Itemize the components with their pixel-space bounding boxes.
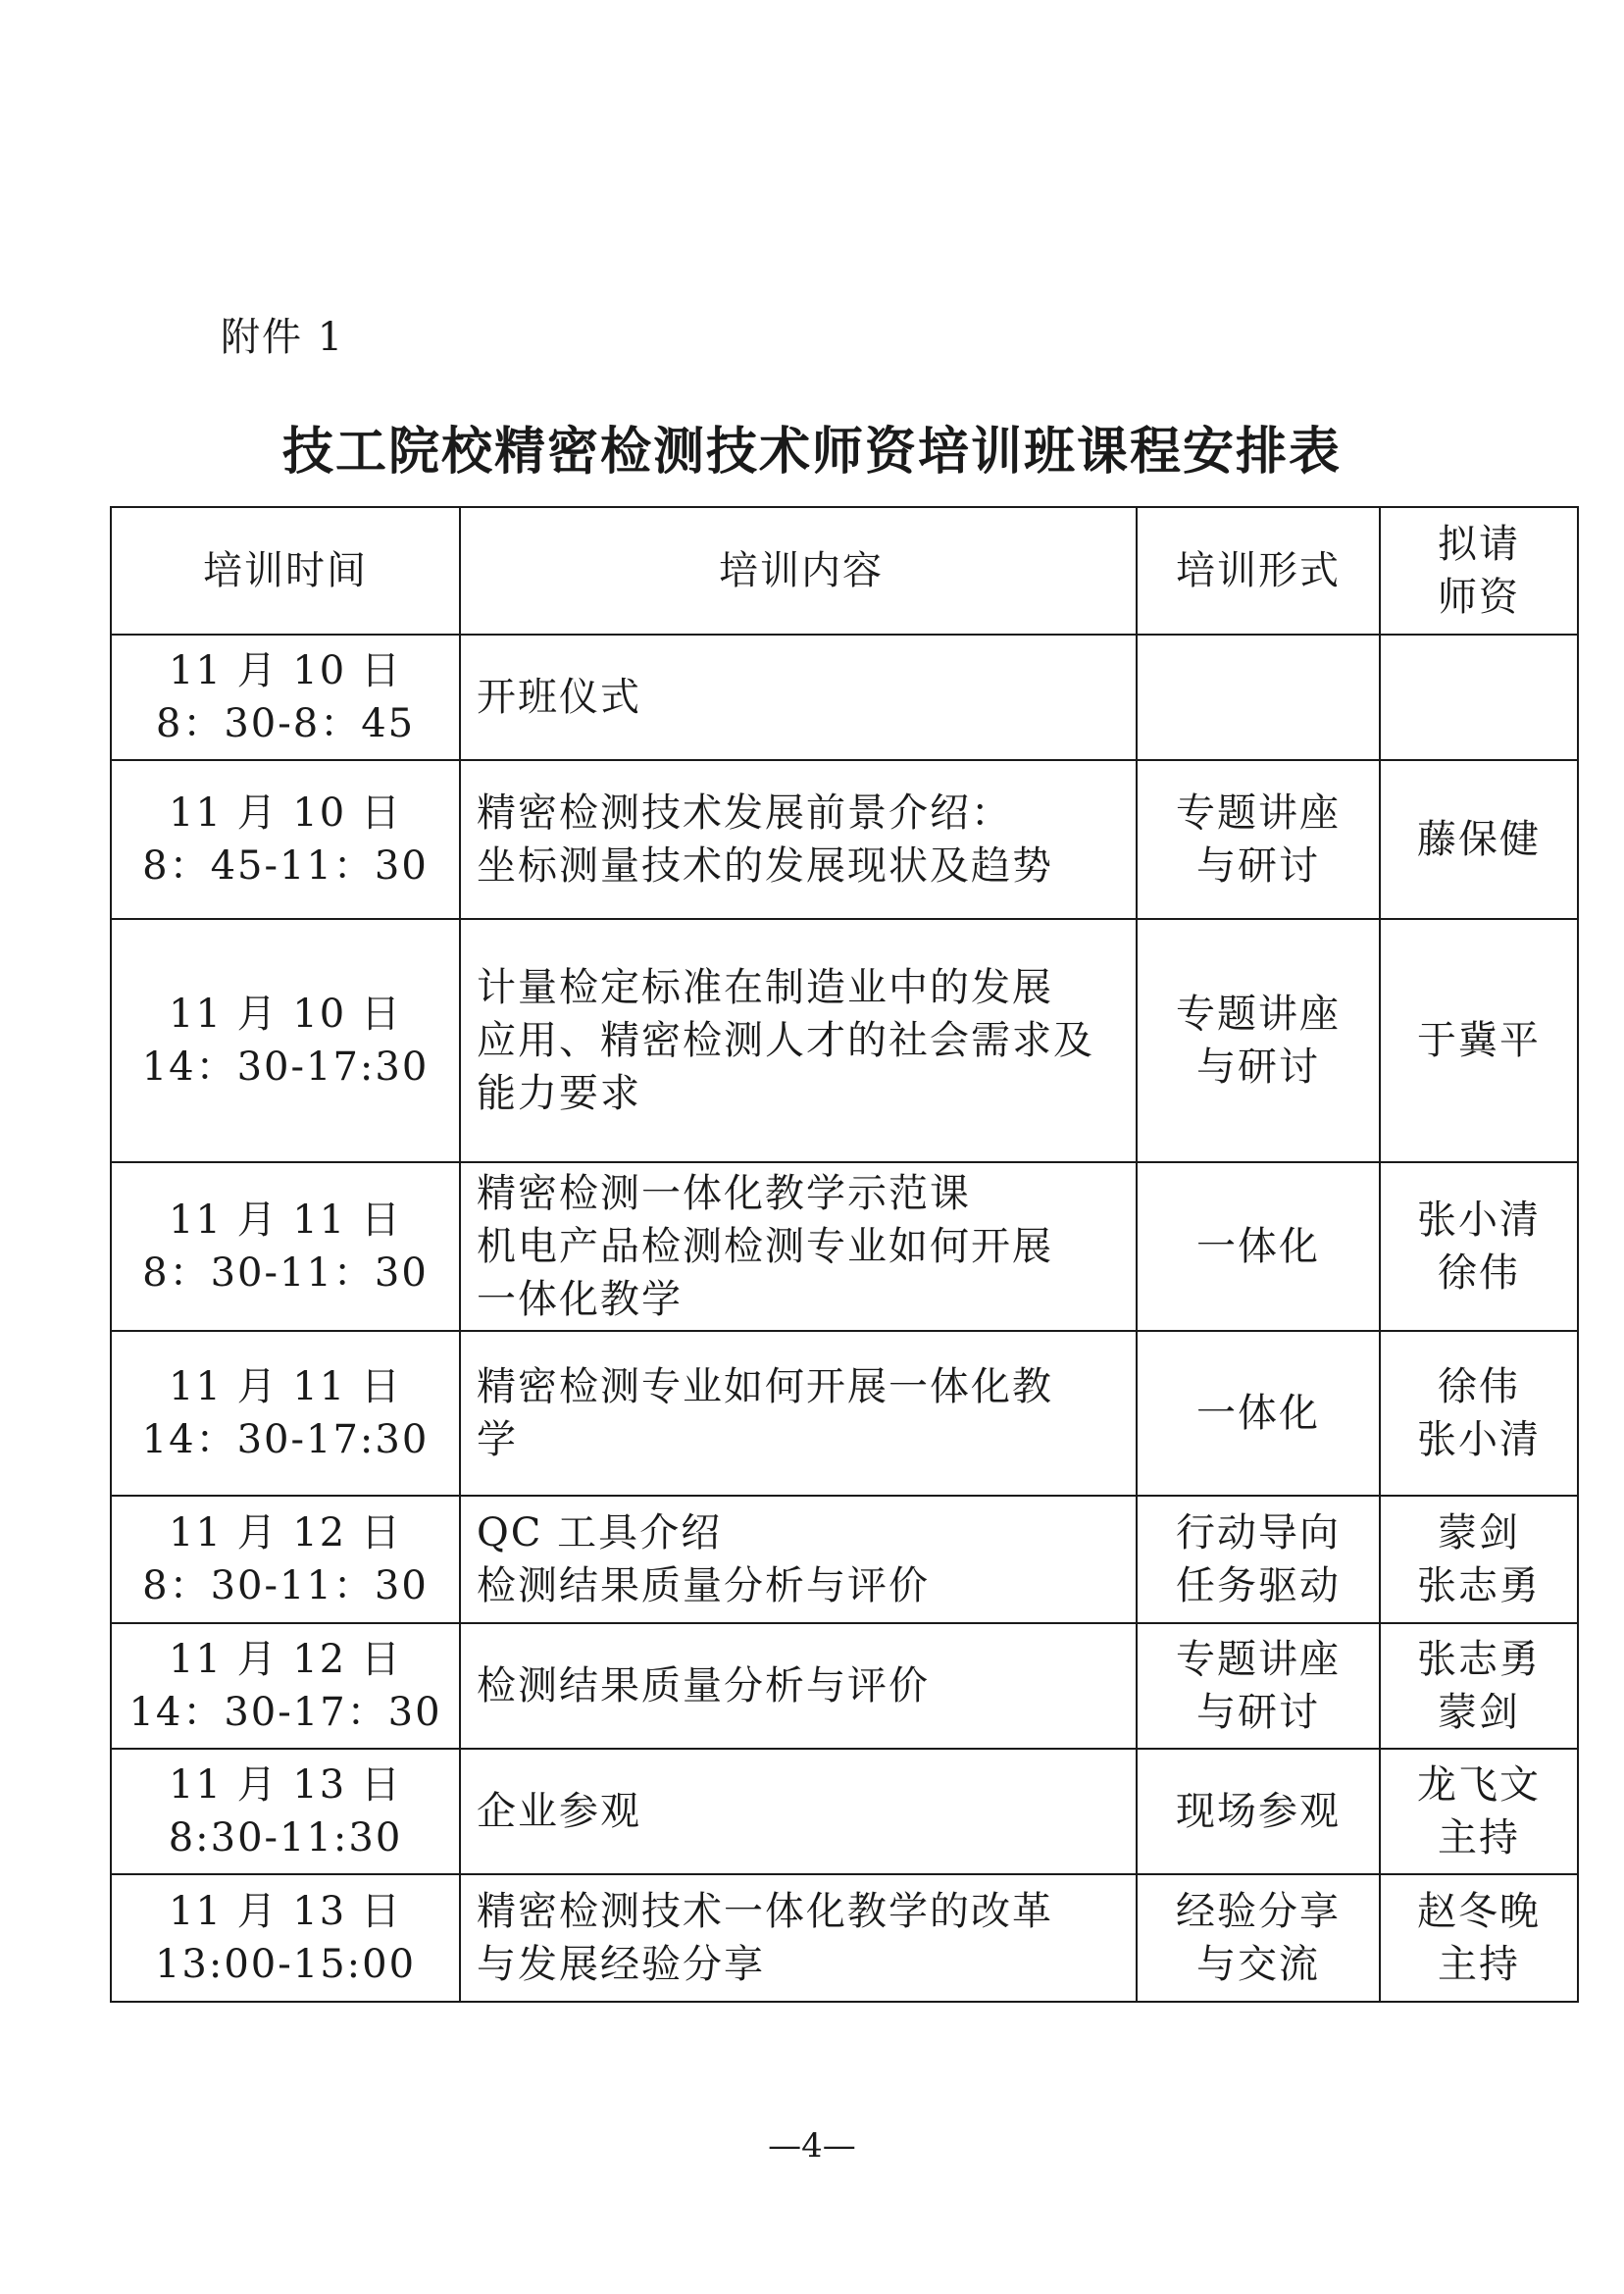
cell-content xyxy=(460,1331,1137,1496)
cell-time-line: 14：30-17：30 xyxy=(128,1690,442,1735)
cell-teacher-line: 主持 xyxy=(1438,1815,1520,1861)
cell-teacher-line: 蒙剑 xyxy=(1438,1690,1520,1735)
cell-time-line: 11 月 11 日 xyxy=(169,1364,402,1409)
cell-teacher-line: 张志勇 xyxy=(1417,1637,1541,1682)
table-row xyxy=(111,1749,1578,1874)
cell-form xyxy=(1137,1874,1380,2002)
cell-time-line: 8：30-11：30 xyxy=(142,1563,429,1608)
cell-teacher-line: 龙飞文 xyxy=(1417,1762,1541,1808)
cell-content-line: 计量检定标准在制造业中的发展 xyxy=(477,965,1053,1010)
cell-form-line: 与研讨 xyxy=(1196,843,1320,889)
cell-content-line: QC 工具介绍 xyxy=(477,1510,723,1555)
attachment-label: 附件 1 xyxy=(221,315,345,360)
cell-teacher-line: 张小清 xyxy=(1417,1198,1541,1243)
table-row xyxy=(111,1162,1578,1331)
cell-teacher-line: 主持 xyxy=(1438,1942,1520,1987)
cell-form xyxy=(1137,1331,1380,1496)
cell-content-line: 一体化教学 xyxy=(477,1277,683,1322)
document-title: 技工院校精密检测技术师资培训班课程安排表 xyxy=(281,422,1342,482)
table-row xyxy=(111,760,1578,919)
cell-teacher-line: 于冀平 xyxy=(1417,1018,1541,1063)
cell-content xyxy=(460,1749,1137,1874)
cell-time-line: 14：30-17:30 xyxy=(141,1417,430,1462)
cell-content-line: 开班仪式 xyxy=(477,675,641,720)
cell-content-line: 精密检测一体化教学示范课 xyxy=(477,1171,971,1216)
cell-content xyxy=(460,1496,1137,1623)
cell-form-line: 一体化 xyxy=(1196,1224,1320,1269)
cell-teacher xyxy=(1380,1749,1578,1874)
cell-time-line: 8：30-11：30 xyxy=(142,1250,429,1296)
cell-time-line: 11 月 13 日 xyxy=(169,1889,402,1934)
table-row xyxy=(111,635,1578,760)
cell-teacher-line: 藤保健 xyxy=(1417,817,1541,862)
table-row xyxy=(111,1874,1578,2002)
cell-time-line: 11 月 12 日 xyxy=(169,1637,402,1682)
cell-form-line: 与研讨 xyxy=(1196,1690,1320,1735)
cell-content-line: 精密检测技术一体化教学的改革 xyxy=(477,1889,1053,1934)
cell-time xyxy=(111,1331,460,1496)
cell-form xyxy=(1137,1749,1380,1874)
cell-content-line: 机电产品检测检测专业如何开展 xyxy=(477,1224,1053,1269)
cell-content-line: 企业参观 xyxy=(477,1789,641,1834)
cell-time xyxy=(111,1874,460,2002)
cell-content xyxy=(460,919,1137,1162)
cell-teacher xyxy=(1380,1162,1578,1331)
cell-time xyxy=(111,919,460,1162)
cell-content-line: 精密检测技术发展前景介绍： xyxy=(477,790,1012,836)
cell-teacher xyxy=(1380,1496,1578,1623)
cell-time xyxy=(111,760,460,919)
cell-teacher-line: 徐伟 xyxy=(1438,1250,1520,1296)
cell-form-line: 行动导向 xyxy=(1176,1510,1341,1555)
cell-time-line: 11 月 10 日 xyxy=(169,790,402,836)
cell-form xyxy=(1137,919,1380,1162)
cell-form xyxy=(1137,1496,1380,1623)
cell-time xyxy=(111,635,460,760)
cell-time-line: 11 月 11 日 xyxy=(169,1198,402,1243)
cell-time-line: 11 月 10 日 xyxy=(169,648,402,693)
cell-content-line: 检测结果质量分析与评价 xyxy=(477,1563,930,1608)
cell-teacher-line: 赵冬晚 xyxy=(1417,1889,1541,1934)
cell-content-line: 应用、精密检测人才的社会需求及 xyxy=(477,1018,1094,1063)
header-form: 培训形式 xyxy=(1137,507,1380,635)
cell-teacher-line: 张志勇 xyxy=(1417,1563,1541,1608)
cell-form-line: 一体化 xyxy=(1196,1391,1320,1436)
cell-form-line: 专题讲座 xyxy=(1176,1637,1341,1682)
cell-teacher xyxy=(1380,1874,1578,2002)
cell-form-line: 专题讲座 xyxy=(1176,790,1341,836)
cell-form xyxy=(1137,635,1380,760)
cell-teacher xyxy=(1380,919,1578,1162)
cell-form-line: 专题讲座 xyxy=(1176,992,1341,1037)
cell-teacher xyxy=(1380,760,1578,919)
cell-teacher xyxy=(1380,635,1578,760)
cell-time xyxy=(111,1496,460,1623)
page-number: —4— xyxy=(768,2126,856,2166)
table-row xyxy=(111,1331,1578,1496)
cell-content xyxy=(460,1162,1137,1331)
cell-time-line: 8：30-8：45 xyxy=(155,701,416,746)
cell-content-line: 坐标测量技术的发展现状及趋势 xyxy=(477,843,1053,889)
cell-time xyxy=(111,1162,460,1331)
cell-form xyxy=(1137,1623,1380,1749)
cell-content-line: 能力要求 xyxy=(477,1071,641,1116)
header-teacher-line: 拟请 xyxy=(1438,522,1520,567)
cell-time-line: 11 月 13 日 xyxy=(169,1762,402,1808)
cell-form-line: 经验分享 xyxy=(1176,1889,1341,1934)
cell-content xyxy=(460,1874,1137,2002)
cell-content xyxy=(460,760,1137,919)
cell-content-line: 精密检测专业如何开展一体化教 xyxy=(477,1364,1053,1409)
cell-time-line: 8:30-11:30 xyxy=(168,1815,403,1861)
cell-form xyxy=(1137,760,1380,919)
cell-time xyxy=(111,1623,460,1749)
table-row xyxy=(111,1623,1578,1749)
cell-time-line: 14：30-17:30 xyxy=(141,1045,430,1090)
table-row xyxy=(111,1496,1578,1623)
cell-teacher xyxy=(1380,1623,1578,1749)
cell-form-line: 与研讨 xyxy=(1196,1045,1320,1090)
cell-form-line: 现场参观 xyxy=(1176,1789,1341,1834)
cell-teacher xyxy=(1380,1331,1578,1496)
cell-teacher-line: 张小清 xyxy=(1417,1417,1541,1462)
cell-content-line: 检测结果质量分析与评价 xyxy=(477,1663,930,1708)
cell-form xyxy=(1137,1162,1380,1331)
header-teacher-line: 师资 xyxy=(1438,575,1520,620)
cell-time-line: 13:00-15:00 xyxy=(154,1942,417,1987)
cell-form-line: 与交流 xyxy=(1196,1942,1320,1987)
cell-teacher-line: 蒙剑 xyxy=(1438,1510,1520,1555)
table-header-row xyxy=(111,507,1578,635)
header-content: 培训内容 xyxy=(460,507,1137,635)
cell-content-line: 学 xyxy=(477,1417,518,1462)
cell-time-line: 11 月 10 日 xyxy=(169,992,402,1037)
cell-time-line: 8：45-11：30 xyxy=(142,843,429,889)
header-teacher xyxy=(1380,507,1578,635)
cell-content-line: 与发展经验分享 xyxy=(477,1942,765,1987)
header-time: 培训时间 xyxy=(111,507,460,635)
cell-time xyxy=(111,1749,460,1874)
table-row xyxy=(111,919,1578,1162)
cell-time-line: 11 月 12 日 xyxy=(169,1510,402,1555)
cell-content xyxy=(460,1623,1137,1749)
cell-form-line: 任务驱动 xyxy=(1176,1563,1341,1608)
cell-content xyxy=(460,635,1137,760)
cell-teacher-line: 徐伟 xyxy=(1438,1364,1520,1409)
schedule-table xyxy=(110,506,1579,2003)
